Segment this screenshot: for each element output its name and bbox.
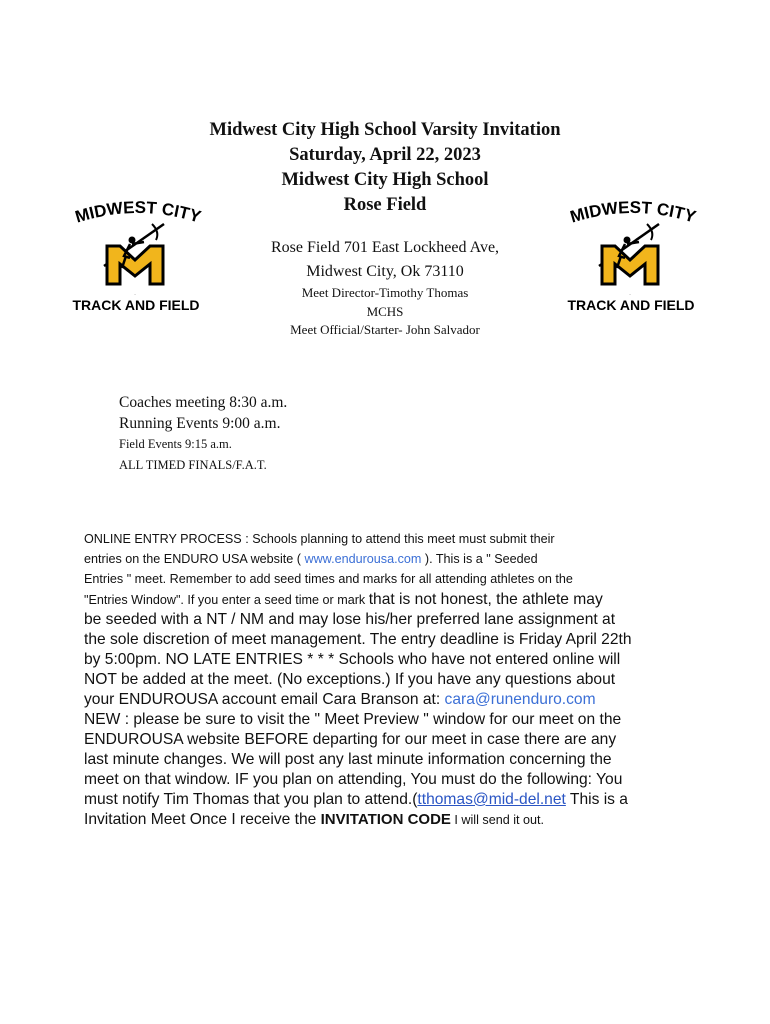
logo-bottom-text: TRACK AND FIELD xyxy=(567,297,695,313)
entry-line xyxy=(84,690,704,710)
entry-line: NEW : please be sure to visit the " Meet Preview " window for our meet on the xyxy=(84,710,622,728)
running-events-time: Running Events 9:00 a.m. xyxy=(119,415,281,432)
entry-text: must notify Tim Thomas that you plan to attend.( xyxy=(84,790,418,808)
entry-process-paragraph xyxy=(84,529,704,830)
entry-text: that is not honest, the athlete may xyxy=(368,590,603,608)
entry-line: be seeded with a NT / NM and may lose his/her preferred lane assignment at xyxy=(84,610,616,628)
entry-text: your ENDUROUSA account email Cara Branson at: xyxy=(84,690,445,708)
entry-line: the sole discretion of meet management. The entry deadline is Friday April 22th xyxy=(84,630,632,648)
school-abbrev: MCHS xyxy=(366,303,404,319)
entry-line xyxy=(84,549,704,569)
entry-line: Entries " meet. Remember to add seed times and marks for all attending athletes on the xyxy=(84,572,573,587)
midwest-city-logo-left xyxy=(60,196,220,316)
city-state-zip: Midwest City, Ok 73110 xyxy=(306,263,464,280)
entry-line xyxy=(84,590,704,610)
entry-text: This is a xyxy=(565,790,628,808)
event-host: Midwest City High School xyxy=(281,170,489,190)
logo-top-text: MIDWEST CITY xyxy=(72,197,204,227)
entry-text: Invitation Meet Once I receive the xyxy=(84,810,321,828)
logo-letter: M xyxy=(134,295,136,296)
logo-bottom-text: TRACK AND FIELD xyxy=(72,297,200,313)
timing-note: ALL TIMED FINALS/F.A.T. xyxy=(119,458,267,472)
entry-line: by 5:00pm. NO LATE ENTRIES * * * Schools who have not entered online will xyxy=(84,650,621,668)
field-events-time: Field Events 9:15 a.m. xyxy=(119,437,232,451)
meet-official: Meet Official/Starter- John Salvador xyxy=(290,322,480,337)
meet-director: Meet Director-Timothy Thomas xyxy=(301,285,469,300)
entry-line: ENDUROUSA website BEFORE departing for our meet in case there are any xyxy=(84,730,617,748)
entry-text: entries on the ENDURO USA website ( xyxy=(84,552,305,567)
entry-line: NOT be added at the meet. (No exceptions.) If you have any questions about xyxy=(84,670,616,688)
entry-line: ONLINE ENTRY PROCESS : Schools planning to attend this meet must submit their xyxy=(84,532,555,546)
address-block xyxy=(200,236,570,340)
entry-line: last minute changes. We will post any last minute information concerning the xyxy=(84,750,612,768)
event-date: Saturday, April 22, 2023 xyxy=(289,145,481,165)
entry-line xyxy=(84,790,704,810)
entry-text: ). This is a " Seeded xyxy=(421,552,538,567)
coaches-meeting-time: Coaches meeting 8:30 a.m. xyxy=(119,394,288,411)
event-header xyxy=(150,118,620,218)
event-venue: Rose Field xyxy=(343,195,427,215)
entry-line xyxy=(84,810,704,830)
logo-top-text: MIDWEST CITY xyxy=(567,197,699,227)
street-address: Rose Field 701 East Lockheed Ave, xyxy=(270,239,500,256)
entry-line: meet on that window. IF you plan on attending, You must do the following: You xyxy=(84,770,623,788)
logo-graphic xyxy=(555,196,715,316)
entry-text: "Entries Window". If you enter a seed time or mark xyxy=(84,592,369,607)
logo-letter: M xyxy=(629,295,631,296)
midwest-city-logo-right xyxy=(555,196,715,316)
tthomas-email-link[interactable]: tthomas@mid-del.net xyxy=(417,790,566,808)
event-title: Midwest City High School Varsity Invitation xyxy=(209,120,561,140)
schedule-block xyxy=(119,392,287,476)
entry-text: I will send it out. xyxy=(450,812,545,827)
cara-email-link[interactable]: cara@runenduro.com xyxy=(444,690,596,708)
logo-graphic xyxy=(60,196,220,316)
endurousa-website-link[interactable]: www.endurousa.com xyxy=(304,552,422,567)
invitation-code-text: INVITATION CODE xyxy=(320,810,451,828)
